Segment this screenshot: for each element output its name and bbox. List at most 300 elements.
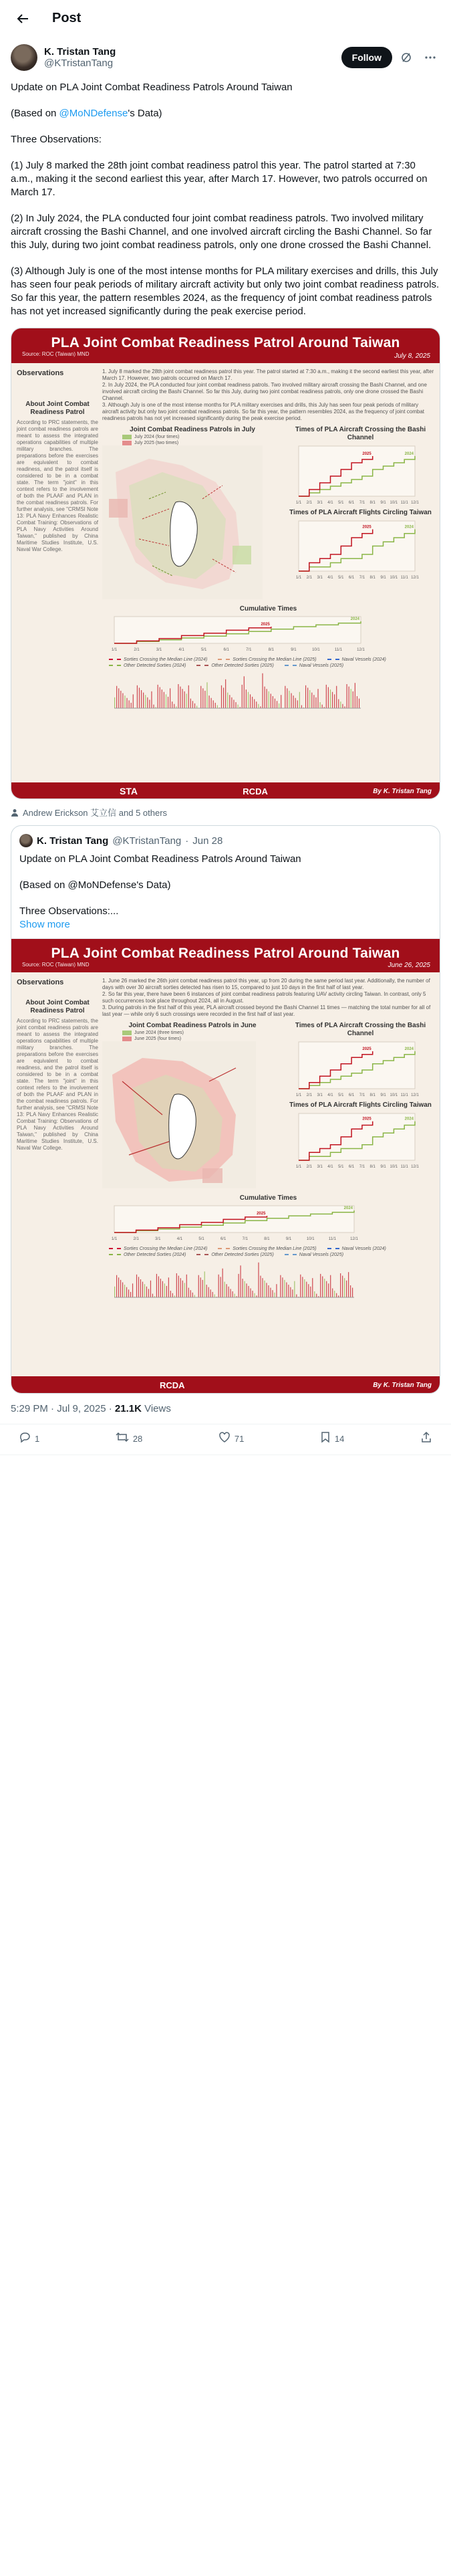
x-tick-label: 12/1 bbox=[411, 1093, 419, 1097]
legend-item: Naval Vessels (2025) bbox=[285, 1253, 343, 1257]
daily-bar bbox=[130, 1292, 131, 1297]
daily-bar bbox=[316, 1294, 317, 1297]
daily-bar bbox=[250, 694, 251, 708]
series-label: 2025 bbox=[257, 1212, 266, 1216]
daily-bar bbox=[215, 703, 216, 708]
x-tick-label: 11/1 bbox=[400, 1165, 408, 1169]
daily-bar bbox=[126, 698, 127, 708]
daily-bar bbox=[138, 1277, 139, 1297]
daily-bar bbox=[126, 1287, 127, 1297]
daily-bar bbox=[350, 1285, 351, 1297]
daily-bar bbox=[248, 692, 249, 708]
mention-link[interactable]: @MoNDefense bbox=[59, 108, 128, 119]
repost-button[interactable] bbox=[116, 1431, 142, 1446]
chart-title-circling: Times of PLA Aircraft Flights Circling Taiwan bbox=[289, 1101, 432, 1109]
daily-bar bbox=[143, 693, 144, 708]
follow-button[interactable]: Follow bbox=[341, 47, 392, 68]
page-title: Post bbox=[52, 11, 82, 25]
daily-bar bbox=[292, 1289, 293, 1297]
x-tick-label: 9/1 bbox=[285, 1237, 292, 1241]
daily-bar bbox=[186, 693, 187, 708]
daily-bar bbox=[217, 706, 218, 709]
daily-bar bbox=[268, 1285, 269, 1297]
daily-bar bbox=[222, 1269, 223, 1297]
post-text bbox=[0, 74, 451, 318]
daily-bar bbox=[352, 1288, 353, 1297]
series-label: 2024 bbox=[343, 1206, 353, 1211]
author-row bbox=[0, 37, 451, 74]
daily-bar bbox=[152, 1294, 153, 1297]
daily-bar bbox=[340, 1273, 341, 1297]
daily-bar bbox=[252, 697, 253, 708]
series-label: 2024 bbox=[404, 1047, 414, 1051]
legend-item: Other Detected Sorties (2025) bbox=[196, 1253, 273, 1257]
daily-bar bbox=[264, 687, 265, 708]
legend-item: Sorties Crossing the Median Line (2025) bbox=[218, 1247, 316, 1251]
daily-bar bbox=[274, 1293, 275, 1297]
daily-bar bbox=[238, 1274, 239, 1297]
daily-bar bbox=[313, 695, 314, 708]
daily-bar bbox=[242, 685, 243, 708]
daily-bar bbox=[348, 1272, 349, 1297]
series-label: 2024 bbox=[404, 1117, 414, 1121]
quote-author-handle: @KTristanTang bbox=[112, 835, 182, 847]
daily-bar bbox=[146, 1287, 147, 1297]
series-label: 2025 bbox=[362, 452, 371, 456]
x-tick-label: 2/1 bbox=[133, 1237, 139, 1241]
daily-bar bbox=[192, 701, 193, 708]
daily-bar bbox=[294, 1281, 295, 1297]
daily-bar bbox=[120, 1280, 121, 1297]
x-tick-label: 7/1 bbox=[359, 576, 365, 580]
daily-bar bbox=[208, 1287, 209, 1297]
daily-bar bbox=[233, 700, 234, 708]
daily-bar bbox=[118, 1277, 119, 1297]
like-button[interactable] bbox=[218, 1431, 244, 1446]
x-tick-label: 10/1 bbox=[312, 648, 320, 652]
observations-list: 1. July 8 marked the 28th joint combat readiness patrol this year. The patrol started at 7:30 a.m., making it the second earliest this year, after March 17. However, two patrols occurred on March 17. 2. In July 2024, the PLA conducted four joint combat readiness patrols. Two involved military aircraft crossing the Bashi Channel, and one involved aircraft circling the Bashi Channel. So far this July, during two joint combat readiness patrols, only one drone crossed the Bashi Channel. 3. Although July is one of the most intense months for PLA military exercises and drills, this July has seen four peak periods of military aircraft activity but only two joint combat readiness patrols. So far this year, the pattern resembles 2024, as the frequency of joint combat readiness patrols has not yet increased significantly during the peak exercise period. bbox=[102, 368, 434, 421]
series-label: 2025 bbox=[362, 1117, 371, 1121]
x-tick-label: 7/1 bbox=[359, 1165, 365, 1169]
daily-bar bbox=[242, 1279, 243, 1297]
daily-bar bbox=[326, 685, 327, 708]
daily-bar bbox=[262, 673, 263, 708]
chart-cumulative bbox=[102, 613, 366, 653]
daily-bar bbox=[328, 1283, 329, 1297]
daily-bar bbox=[299, 692, 300, 708]
daily-bar bbox=[184, 1283, 185, 1297]
author-name[interactable]: K. Tristan Tang bbox=[44, 46, 116, 58]
post-obs-3: (3) Although July is one of the most intense months for PLA military exercises and drills, this July has seen four peak periods of military aircraft activity but only two joint combat readiness patrols. So far this year, the pattern resembles 2024, as the frequency of joint combat readiness patrols has not yet increased significantly during the peak exercise period. bbox=[11, 265, 440, 317]
daily-bar bbox=[122, 693, 123, 709]
x-tick-label: 7/1 bbox=[359, 501, 365, 505]
daily-bar bbox=[308, 1284, 309, 1297]
observations-list: 1. June 26 marked the 26th joint combat readiness patrol this year, up from 20 during the same period last year. Additionally, the number of days with over 30 aircraft sorties detected has risen to 15, compared to just 10 days in the first half of last year. 2. So far this year, there have been 6 instances of joint combat readiness patrols featuring UAV activity circling Taiwan. In contrast, only 5 such occurrences took place throughout 2024, all in August. 3. During patrols in the first half of this year, PLA aircraft crossed beyond the Bashi Channel 11 times — matching the total number for all of last year — while only 6 such crossings were recorded in the first half of last year. bbox=[102, 978, 431, 1017]
quote-author-name: K. Tristan Tang bbox=[37, 835, 109, 847]
infographic-date: July 8, 2025 bbox=[394, 352, 430, 360]
repost-count: 28 bbox=[132, 1434, 143, 1444]
daily-bar bbox=[336, 1293, 337, 1297]
infographic-title: PLA Joint Combat Readiness Patrol Around Taiwan bbox=[51, 946, 400, 961]
daily-bar bbox=[340, 702, 341, 708]
x-tick-label: 3/1 bbox=[317, 1093, 323, 1097]
x-tick-label: 4/1 bbox=[327, 1165, 333, 1169]
byline: By K. Tristan Tang bbox=[373, 1381, 432, 1389]
daily-sorties-bars bbox=[102, 1259, 359, 1305]
daily-bar bbox=[114, 697, 115, 708]
daily-bar bbox=[260, 1276, 261, 1297]
chart-circling-taiwan bbox=[287, 1109, 420, 1170]
rcda-logo: RCDA bbox=[160, 1380, 185, 1390]
x-tick-label: 7/1 bbox=[242, 1237, 248, 1241]
x-tick-label: 10/1 bbox=[390, 1093, 398, 1097]
tagged-users[interactable] bbox=[0, 799, 451, 825]
plot-area bbox=[299, 1113, 415, 1160]
bookmark-count: 14 bbox=[334, 1434, 345, 1444]
x-tick-label: 4/1 bbox=[327, 1093, 333, 1097]
daily-bar bbox=[223, 687, 224, 708]
daily-bar bbox=[120, 691, 121, 708]
daily-bar bbox=[258, 1263, 259, 1297]
daily-bar bbox=[136, 1275, 137, 1297]
more-options-icon[interactable] bbox=[420, 47, 440, 68]
daily-bar bbox=[128, 1289, 129, 1297]
x-tick-label: 8/1 bbox=[369, 576, 375, 580]
daily-bar bbox=[248, 1286, 249, 1297]
series-label: 2025 bbox=[362, 525, 371, 530]
daily-bar bbox=[322, 705, 323, 708]
daily-bar bbox=[250, 1289, 251, 1298]
daily-bar bbox=[172, 1293, 173, 1297]
x-tick-label: 2/1 bbox=[306, 1165, 313, 1169]
daily-bar bbox=[330, 689, 331, 708]
daily-bar bbox=[196, 706, 197, 708]
daily-bar bbox=[346, 1281, 347, 1297]
x-tick-label: 6/1 bbox=[220, 1237, 227, 1241]
person-icon bbox=[11, 809, 19, 817]
legend-2025: July 2025 (two times) bbox=[134, 441, 179, 445]
share-icon bbox=[420, 1431, 432, 1446]
daily-bar bbox=[176, 1273, 177, 1297]
daily-bar bbox=[324, 1279, 325, 1297]
x-tick-label: 4/1 bbox=[178, 648, 184, 652]
x-tick-label: 6/1 bbox=[223, 648, 229, 652]
daily-bar bbox=[320, 1274, 321, 1297]
x-tick-label: 1/1 bbox=[111, 1237, 118, 1241]
about-title: About Joint Combat Readiness Patrol bbox=[25, 999, 90, 1014]
daily-bar bbox=[320, 702, 321, 708]
daily-bar bbox=[334, 1291, 335, 1297]
daily-bar bbox=[190, 699, 191, 708]
byline: By K. Tristan Tang bbox=[373, 787, 432, 795]
x-tick-label: 7/1 bbox=[359, 1093, 365, 1097]
daily-bar bbox=[288, 1285, 289, 1297]
bar-legend bbox=[102, 1245, 434, 1259]
x-tick-label: 1/1 bbox=[111, 648, 118, 652]
x-tick-label: 4/1 bbox=[176, 1237, 183, 1241]
quote-image[interactable] bbox=[11, 938, 440, 1393]
view-count: 21.1K bbox=[114, 1403, 142, 1414]
daily-bar bbox=[129, 700, 130, 708]
daily-bar bbox=[114, 1287, 115, 1297]
chart-bashi-crossing bbox=[287, 442, 420, 506]
map-title: Joint Combat Readiness Patrols in June bbox=[128, 1022, 257, 1029]
daily-bar bbox=[309, 690, 310, 708]
quote-date: Jun 28 bbox=[192, 835, 223, 847]
x-tick-label: 10/1 bbox=[390, 576, 398, 580]
x-tick-label: 1/1 bbox=[295, 1165, 302, 1169]
daily-bar bbox=[221, 685, 222, 708]
daily-bar bbox=[160, 1279, 161, 1297]
x-tick-label: 8/1 bbox=[369, 501, 375, 505]
daily-bar bbox=[206, 1285, 207, 1297]
x-tick-label: 6/1 bbox=[348, 1165, 355, 1169]
observations-label: Observations bbox=[17, 978, 64, 986]
x-tick-label: 3/1 bbox=[156, 648, 162, 652]
daily-bar bbox=[264, 1281, 265, 1297]
daily-bar bbox=[158, 1277, 159, 1298]
daily-bar bbox=[254, 1293, 255, 1297]
daily-bar bbox=[346, 684, 347, 708]
daily-bar bbox=[200, 686, 201, 708]
x-tick-label: 5/1 bbox=[338, 1093, 344, 1097]
x-tick-label: 4/1 bbox=[327, 576, 333, 580]
x-tick-label: 6/1 bbox=[348, 576, 355, 580]
action-bar bbox=[0, 1424, 451, 1455]
daily-bar bbox=[145, 695, 146, 708]
daily-bar bbox=[258, 704, 259, 708]
daily-bar bbox=[276, 1284, 277, 1297]
daily-bar bbox=[131, 703, 132, 708]
author-handle[interactable]: @KTristanTang bbox=[44, 58, 114, 69]
daily-bar bbox=[330, 1275, 331, 1297]
series-label: 2025 bbox=[362, 1047, 371, 1051]
chart-bashi-crossing bbox=[287, 1038, 420, 1098]
heart-icon bbox=[218, 1431, 231, 1446]
post-obs-2: (2) In July 2024, the PLA conducted four joint combat readiness patrols. Two involved military aircraft crossing the Bashi Channel, and one involved aircraft circling the Bashi Channel. So far this July, during two joint combat readiness patrols, only one drone crossed the Bashi Channel. bbox=[11, 213, 432, 251]
daily-bar bbox=[148, 1289, 149, 1297]
bookmark-icon bbox=[320, 1431, 331, 1446]
daily-bar bbox=[182, 1281, 183, 1297]
daily-bar bbox=[306, 1282, 307, 1297]
daily-bar bbox=[133, 694, 134, 708]
infographic-footer bbox=[11, 782, 440, 799]
post-image[interactable] bbox=[11, 328, 440, 799]
x-tick-label: 9/1 bbox=[291, 648, 297, 652]
x-tick-label: 5/1 bbox=[201, 648, 207, 652]
post-timestamp[interactable]: 5:29 PM · Jul 9, 2025 · bbox=[11, 1403, 115, 1414]
daily-bar bbox=[307, 687, 308, 708]
daily-bar bbox=[151, 691, 152, 708]
x-tick-label: 1/1 bbox=[295, 1093, 302, 1097]
chart-cumulative bbox=[102, 1202, 359, 1242]
legend-item: Naval Vessels (2025) bbox=[285, 663, 343, 668]
x-tick-label: 11/1 bbox=[334, 648, 343, 652]
infographic-source: Source: ROC (Taiwan) MND bbox=[22, 962, 90, 968]
infographic-source: Source: ROC (Taiwan) MND bbox=[22, 351, 90, 357]
cumulative-title: Cumulative Times bbox=[239, 605, 297, 613]
daily-bar bbox=[188, 1288, 189, 1297]
daily-bar bbox=[144, 1284, 145, 1297]
daily-bar bbox=[200, 1277, 201, 1297]
series-label: 2025 bbox=[261, 623, 270, 627]
daily-bar bbox=[218, 1275, 219, 1297]
daily-bar bbox=[142, 1282, 143, 1297]
daily-bar bbox=[314, 1291, 315, 1297]
legend-item: Other Detected Sorties (2025) bbox=[196, 663, 273, 668]
daily-bar bbox=[231, 697, 232, 708]
x-tick-label: 10/1 bbox=[306, 1237, 315, 1241]
plot-area bbox=[299, 521, 415, 571]
x-tick-label: 9/1 bbox=[380, 1093, 386, 1097]
avatar[interactable] bbox=[11, 44, 37, 71]
legend-2024: June 2024 (three times) bbox=[134, 1031, 184, 1035]
x-tick-label: 11/1 bbox=[400, 501, 408, 505]
x-tick-label: 9/1 bbox=[380, 576, 386, 580]
daily-bar bbox=[116, 686, 117, 708]
daily-bar bbox=[206, 682, 207, 708]
show-more-link[interactable]: Show more bbox=[19, 919, 70, 930]
post-obs-1: (1) July 8 marked the 28th joint combat readiness patrol this year. The patrol started at 7:30 a.m., making it the second earliest this year, after March 17. However, two patrols occurred on March 17. bbox=[11, 160, 428, 198]
x-tick-label: 8/1 bbox=[264, 1237, 270, 1241]
daily-bar bbox=[295, 698, 296, 708]
post-meta: 5:29 PM · Jul 9, 2025 · 21.1K Views bbox=[0, 1394, 451, 1424]
daily-bar bbox=[208, 695, 209, 708]
daily-bar bbox=[244, 1281, 245, 1297]
daily-bar bbox=[344, 1278, 345, 1297]
x-tick-label: 6/1 bbox=[348, 501, 355, 505]
quoted-post[interactable]: K. Tristan Tang @KTristanTang · Jun 28 Update on PLA Joint Combat Readiness Patrols Around Taiwan (Based on @MoNDefense's Data) Three Observations:... Show more PLA Joint Combat Readiness Patrol Around Taiwan Source: ROC (Taiwan) MND June 26, 2025 Observations About Joint Combat Readiness Patrol According to PRC statements, the joint combat readiness patrols are meant to assess the integrated operations capabilities of multiple military branches. The preparations before the exercises are equivalent to combat readiness, and the patrol itself is considered to be in a combat state. The term "joint" in this context refers to the involvement of both the PLAAF and PLAN in the combat readiness patrols. For further analysis, see "CRMSI Note 13: PLA Navy Enhances Realistic Combat Training: Observations of PLA Navy Activities Around Taiwan," published by China Maritime Studies Institute, U.S. Naval War College. 1. June 26 marked the 26th joint combat readiness patrol this year, up from 20 during the same period last year. Additionally, the number of days with over 30 aircraft sorties detected has risen to 15, compared to just 10 days in the first half of last year. 2. So far this year, there have been 6 instances of joint combat readiness patrols featuring UAV activity circling Taiwan. In contrast, only 5 such occurrences took place throughout 2024, all in August. 3. During patrols in the first half of this year, PLA aircraft crossed beyond the Bashi Channel 11 times — matching the total number for all of last year — while only 6 such crossings were recorded in the first half of last year. Joint Combat Readiness Patrols in June June 2024 (three times) June 2025 (four times) Times of PLA Aircraft Crossing the Bashi Channel 1/1 2/1 3/1 4/1 5/1 6/1 7/1 8/1 9/1 10/1 11/1 12/1 2024 2025 Times of PLA Aircraft Flights Circling Taiwan 1/1 2/1 3/1 4/1 5/1 6/1 7/1 8/1 9/1 10/1 11/1 12/1 2024 2025 Cumulative Times 1/1 2/1 3/1 4/1 5/1 6/1 7/1 8/1 9/1 10/1 11/1 12/1 2024 2025 Sorties Crossing the Median Line (2024) Sorties Crossing the Median Line (2025) Naval Vessels (2024) Other Detected Sorties (2024) Other Detected Sorties (2025) Naval Vessels (2025) RCDA By K. Tristan Tang bbox=[11, 825, 440, 1394]
daily-bar bbox=[210, 1289, 211, 1297]
infographic-date: June 26, 2025 bbox=[388, 962, 430, 969]
daily-bar bbox=[296, 1295, 297, 1298]
daily-bar bbox=[328, 687, 329, 709]
x-tick-label: 2/1 bbox=[134, 648, 140, 652]
daily-bar bbox=[190, 1290, 191, 1297]
about-title: About Joint Combat Readiness Patrol bbox=[25, 401, 90, 416]
map-title: Joint Combat Readiness Patrols in July bbox=[130, 426, 255, 433]
daily-bar bbox=[322, 1277, 323, 1298]
bookmark-button[interactable] bbox=[320, 1431, 344, 1446]
share-button[interactable] bbox=[420, 1431, 432, 1446]
daily-bar bbox=[334, 694, 335, 708]
daily-bar bbox=[204, 691, 205, 708]
x-tick-label: 5/1 bbox=[198, 1237, 204, 1241]
x-tick-label: 9/1 bbox=[380, 1165, 386, 1169]
daily-bar bbox=[297, 700, 298, 708]
top-bar bbox=[0, 0, 451, 37]
daily-bar bbox=[214, 1295, 215, 1298]
legend-item: Other Detected Sorties (2024) bbox=[109, 663, 186, 668]
quote-text: Update on PLA Joint Combat Readiness Patrols Around Taiwan (Based on @MoNDefense's Data) Three Observations:... Show more bbox=[11, 850, 440, 938]
reply-button[interactable] bbox=[19, 1431, 39, 1446]
daily-bar bbox=[244, 676, 245, 708]
daily-bar bbox=[184, 691, 185, 708]
tagged-text: Andrew Erickson 艾立信 and 5 others bbox=[23, 808, 168, 818]
x-tick-label: 7/1 bbox=[246, 648, 252, 652]
daily-bar bbox=[284, 1280, 285, 1297]
legend-item: Naval Vessels (2024) bbox=[327, 1247, 386, 1251]
legend-item: Naval Vessels (2024) bbox=[327, 657, 386, 662]
daily-bar bbox=[312, 1278, 313, 1297]
bar-legend bbox=[102, 656, 434, 669]
daily-bar bbox=[156, 1274, 157, 1297]
chart-title-circling: Times of PLA Aircraft Flights Circling Taiwan bbox=[289, 509, 432, 516]
infographic-footer bbox=[11, 1376, 440, 1394]
daily-bar bbox=[124, 695, 125, 708]
infographic-header bbox=[11, 328, 440, 363]
daily-bar bbox=[293, 695, 294, 708]
daily-bar bbox=[227, 693, 228, 708]
daily-bar bbox=[246, 689, 247, 708]
daily-bar bbox=[132, 1283, 133, 1297]
daily-bar bbox=[310, 1287, 311, 1297]
daily-sorties-bars bbox=[102, 669, 366, 716]
daily-bar bbox=[286, 1283, 287, 1298]
x-tick-label: 8/1 bbox=[268, 648, 274, 652]
daily-bar bbox=[301, 706, 302, 709]
daily-bar bbox=[202, 688, 203, 708]
chart-title-bashi-crossing: Times of PLA Aircraft Crossing the Bashi Channel bbox=[295, 1022, 426, 1037]
x-tick-label: 12/1 bbox=[411, 501, 419, 505]
infographic-header bbox=[11, 939, 440, 972]
x-tick-label: 2/1 bbox=[306, 1093, 313, 1097]
x-tick-label: 5/1 bbox=[338, 501, 344, 505]
x-tick-label: 3/1 bbox=[317, 501, 323, 505]
daily-bar bbox=[122, 1283, 123, 1298]
daily-bar bbox=[342, 1276, 343, 1297]
daily-bar bbox=[137, 685, 138, 708]
series-label: 2024 bbox=[404, 525, 414, 530]
x-tick-label: 10/1 bbox=[390, 1165, 398, 1169]
daily-bar bbox=[170, 1291, 171, 1297]
daily-bar bbox=[211, 698, 212, 708]
daily-bar bbox=[326, 1281, 327, 1297]
about-text: According to PRC statements, the joint combat readiness patrols are meant to assess the integrated operations capabilities of multiple military branches. The preparations before the exercises are equivalent to combat readiness, and the patrol itself is considered to be in a combat state. The term "joint" in this context refers to the involvement of both the PLAAF and PLAN in the combat readiness patrols. For further analysis, see "CRMSI Note 13: PLA Navy Enhances Realistic Combat Training: Observations of PLA Navy Activities Around Taiwan," published by China Maritime Studies Institute, U.S. Naval War College. bbox=[17, 419, 98, 552]
back-arrow-icon[interactable] bbox=[11, 7, 35, 31]
x-tick-label: 8/1 bbox=[369, 1093, 375, 1097]
daily-bar bbox=[282, 1277, 283, 1297]
observations-label: Observations bbox=[17, 369, 64, 377]
daily-bar bbox=[198, 1275, 199, 1297]
x-tick-label: 2/1 bbox=[306, 576, 313, 580]
post-line: Three Observations: bbox=[11, 134, 102, 145]
x-tick-label: 1/1 bbox=[295, 576, 302, 580]
like-count: 71 bbox=[234, 1434, 245, 1444]
daily-bar bbox=[305, 685, 306, 708]
daily-bar bbox=[194, 704, 195, 708]
daily-bar bbox=[194, 1295, 195, 1297]
daily-bar bbox=[149, 700, 150, 708]
chart-circling-taiwan bbox=[287, 517, 420, 580]
repost-icon bbox=[116, 1431, 129, 1446]
daily-bar bbox=[332, 1289, 333, 1298]
daily-bar bbox=[213, 700, 214, 708]
legend-2024: July 2024 (four times) bbox=[134, 435, 180, 439]
daily-bar bbox=[168, 1277, 169, 1297]
grok-icon[interactable] bbox=[396, 47, 416, 68]
legend-item: Sorties Crossing the Median Line (2025) bbox=[218, 657, 316, 662]
legend-2025: June 2025 (four times) bbox=[134, 1037, 182, 1041]
daily-bar bbox=[229, 695, 230, 708]
daily-bar bbox=[180, 1278, 181, 1297]
daily-bar bbox=[204, 1271, 205, 1297]
x-tick-label: 4/1 bbox=[327, 501, 333, 505]
x-tick-label: 9/1 bbox=[380, 501, 386, 505]
reply-icon bbox=[19, 1431, 31, 1446]
daily-bar bbox=[235, 702, 236, 708]
daily-bar bbox=[186, 1275, 187, 1297]
